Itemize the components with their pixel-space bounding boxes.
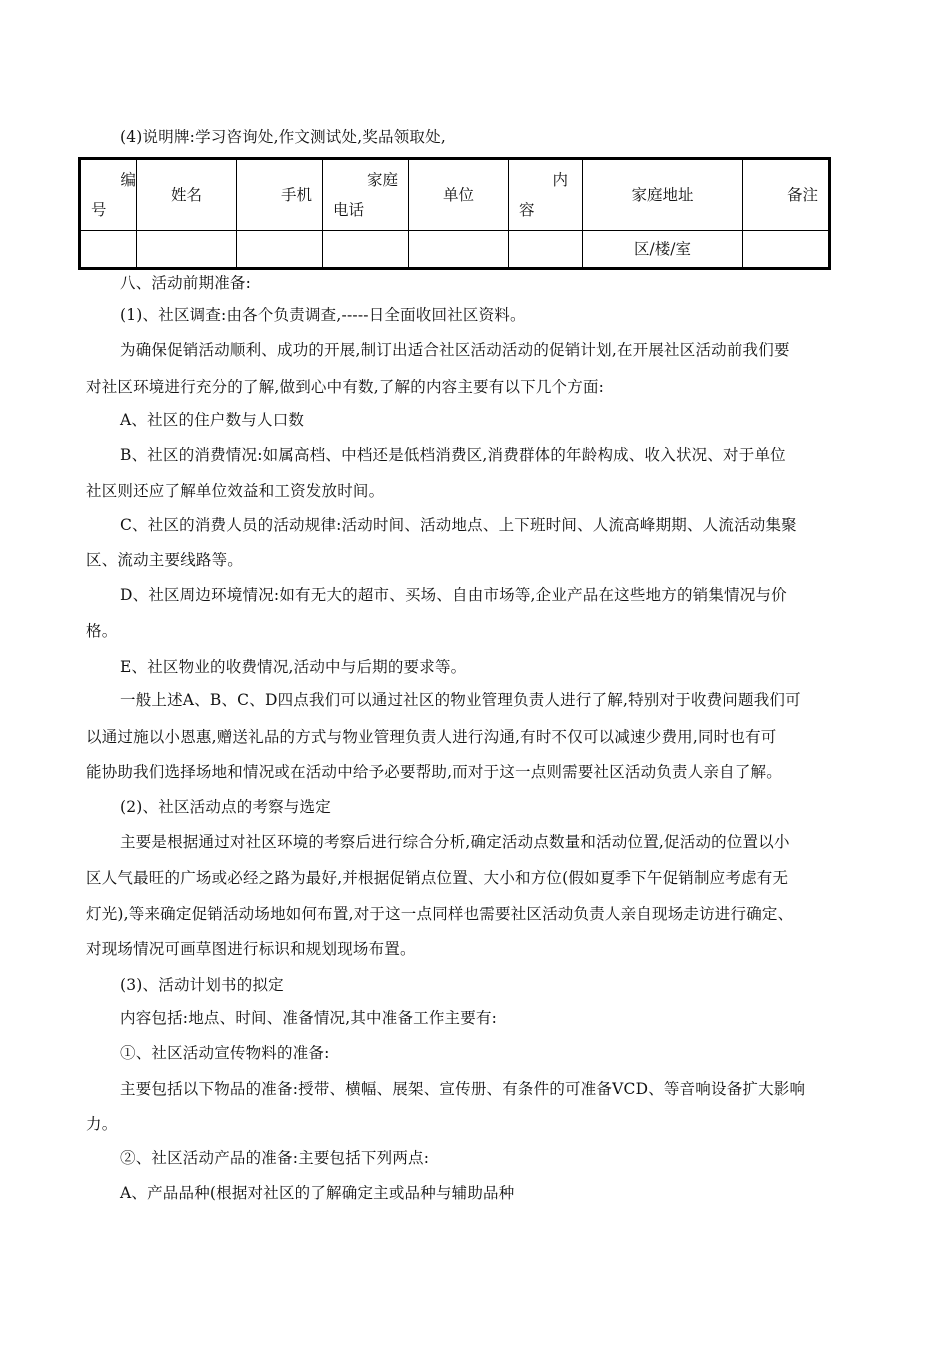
table-cell [80, 231, 137, 269]
paragraph-line: ①、社区活动宣传物料的准备: [120, 1044, 330, 1062]
header-number: 编 号 [80, 159, 137, 231]
paragraph-line: 社区则还应了解单位效益和工资发放时间。 [86, 482, 385, 500]
paragraph-line: B、社区的消费情况:如属高档、中档还是低档消费区,消费群体的年龄构成、收入状况、对于单位 [120, 446, 786, 464]
header-home-phone: 家庭 电话 [323, 159, 409, 231]
paragraph-line: 一般上述A、B、C、D四点我们可以通过社区的物业管理负责人进行了解,特别对于收费问题我们可 [120, 691, 801, 709]
header-mobile: 手机 [237, 159, 323, 231]
paragraph-line: 对现场情况可画草图进行标识和规划现场布置。 [86, 940, 416, 958]
header-content: 内 容 [509, 159, 583, 231]
table-cell [743, 231, 830, 269]
paragraph-line: 主要是根据通过对社区环境的考察后进行综合分析,确定活动点数量和活动位置,促活动的位置以小 [120, 833, 790, 851]
registration-table [78, 157, 831, 270]
paragraph-line: C、社区的消费人员的活动规律:活动时间、活动地点、上下班时间、人流高峰期期、人流活动集聚 [120, 516, 797, 534]
paragraph-line: 为确保促销活动顺利、成功的开展,制订出适合社区活动活动的促销计划,在开展社区活动前我们要 [120, 341, 790, 359]
subsection-heading: (3)、活动计划书的拟定 [120, 976, 284, 994]
paragraph-line: 区人气最旺的广场或必经之路为最好,并根据促销点位置、大小和方位(假如夏季下午促销制应考虑有无 [86, 869, 789, 887]
paragraph-line: E、社区物业的收费情况,活动中与后期的要求等。 [120, 658, 467, 676]
table-cell [509, 231, 583, 269]
paragraph-line: ②、社区活动产品的准备:主要包括下列两点: [120, 1149, 430, 1167]
paragraph-line: 内容包括:地点、时间、准备情况,其中准备工作主要有: [120, 1009, 498, 1027]
table-cell [237, 231, 323, 269]
header-name: 姓名 [137, 159, 237, 231]
paragraph-line: 灯光),等来确定促销活动场地如何布置,对于这一点同样也需要社区活动负责人亲自现场走访进行确定、 [86, 905, 794, 923]
header-remarks: 备注 [743, 159, 830, 231]
paragraph-line: 主要包括以下物品的准备:授带、横幅、展架、宣传册、有条件的可准备VCD、等音响设备扩大影响 [120, 1080, 806, 1098]
subsection-heading: (2)、社区活动点的考察与选定 [120, 798, 331, 816]
paragraph-line: A、社区的住户数与人口数 [120, 411, 305, 429]
header-unit: 单位 [409, 159, 509, 231]
table-row [80, 231, 830, 269]
sign-board-line: (4)说明牌:学习咨询处,作文测试处,奖品领取处, [120, 128, 446, 146]
section-heading-8: 八、活动前期准备: [120, 274, 252, 292]
paragraph-line: 以通过施以小恩惠,赠送礼品的方式与物业管理负责人进行沟通,有时不仅可以减速少费用,同时也有可 [86, 728, 777, 746]
table-cell [323, 231, 409, 269]
paragraph-line: 能协助我们选择场地和情况或在活动中给予必要帮助,而对于这一点则需要社区活动负责人亲自了解。 [86, 763, 782, 781]
paragraph-line: (1)、社区调查:由各个负责调查,-----日全面收回社区资料。 [120, 306, 526, 324]
paragraph-line: 对社区环境进行充分的了解,做到心中有数,了解的内容主要有以下几个方面: [86, 378, 605, 396]
table-header-row [80, 159, 830, 231]
paragraph-line: 区、流动主要线路等。 [86, 551, 244, 569]
table-cell-address: 区/楼/室 [583, 231, 743, 269]
paragraph-line: D、社区周边环境情况:如有无大的超市、买场、自由市场等,企业产品在这些地方的销集情况与价 [120, 586, 787, 604]
paragraph-line: A、产品品种(根据对社区的了解确定主或品种与辅助品种 [120, 1184, 515, 1202]
paragraph-line: 格。 [86, 622, 118, 640]
header-home-address: 家庭地址 [583, 159, 743, 231]
table-cell [409, 231, 509, 269]
table-cell [137, 231, 237, 269]
paragraph-line: 力。 [86, 1115, 118, 1133]
